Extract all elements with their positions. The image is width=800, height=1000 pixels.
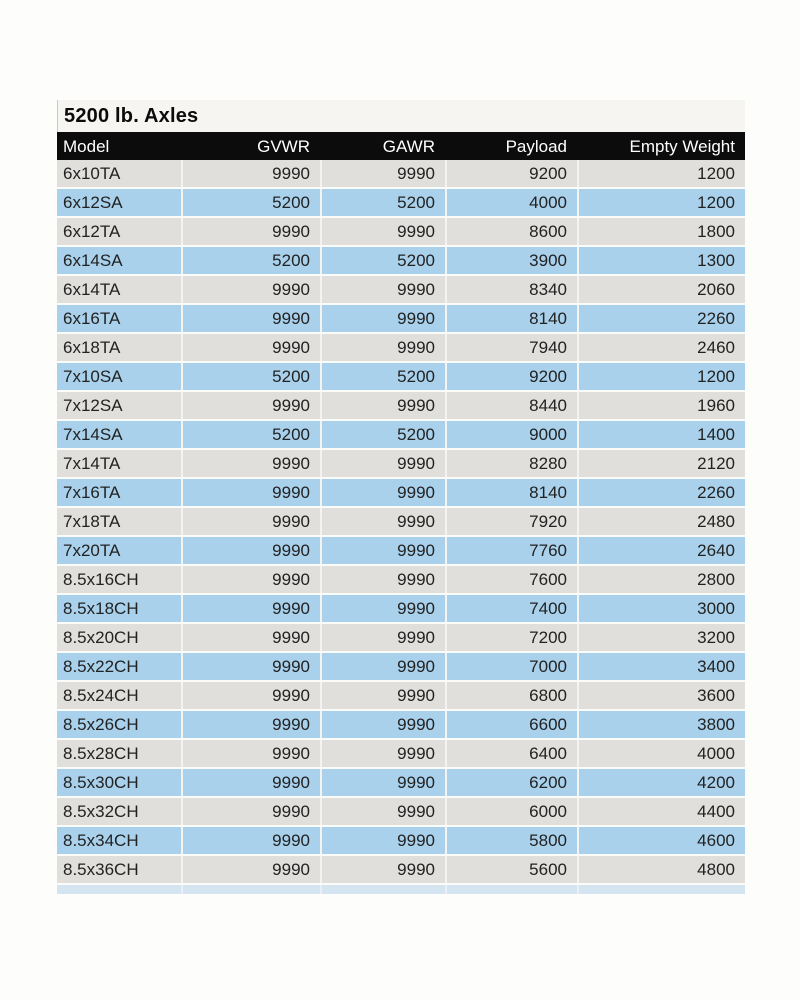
table-row <box>57 566 745 595</box>
table-bottom-sliver <box>57 885 745 894</box>
value-cell: 9990 <box>320 856 445 883</box>
table-row <box>57 740 745 769</box>
column-header-empty-weight: Empty Weight <box>629 136 735 156</box>
value-cell: 9990 <box>181 160 320 187</box>
value-cell: 7400 <box>445 595 577 622</box>
model-cell: 8.5x26CH <box>63 715 139 734</box>
value-cell: 8140 <box>445 305 577 332</box>
value-cell: 5200 <box>181 421 320 448</box>
model-cell: 6x10TA <box>63 164 121 183</box>
value-cell: 4000 <box>577 740 745 767</box>
table-row <box>57 769 745 798</box>
value-cell: 7600 <box>445 566 577 593</box>
column-header-gawr: GAWR <box>382 136 435 156</box>
value-cell: 4200 <box>577 769 745 796</box>
table-row <box>57 537 745 566</box>
table-row <box>57 827 745 856</box>
value-cell: 8280 <box>445 450 577 477</box>
value-cell: 9990 <box>320 508 445 535</box>
value-cell: 3000 <box>577 595 745 622</box>
model-cell: 7x16TA <box>63 483 121 502</box>
value-cell: 6800 <box>445 682 577 709</box>
sliver-cell <box>445 885 577 894</box>
value-cell: 8140 <box>445 479 577 506</box>
value-cell: 9990 <box>320 827 445 854</box>
value-cell: 1400 <box>577 421 745 448</box>
value-cell: 7920 <box>445 508 577 535</box>
value-cell: 9990 <box>320 682 445 709</box>
value-cell: 2060 <box>577 276 745 303</box>
value-cell: 9990 <box>320 537 445 564</box>
value-cell: 8440 <box>445 392 577 419</box>
value-cell: 8600 <box>445 218 577 245</box>
value-cell: 4000 <box>445 189 577 216</box>
model-cell: 7x14SA <box>63 425 123 444</box>
sliver-cell <box>320 885 445 894</box>
value-cell: 9990 <box>181 798 320 825</box>
value-cell: 2260 <box>577 305 745 332</box>
table-row <box>57 363 745 392</box>
value-cell: 9990 <box>320 624 445 651</box>
model-cell: 8.5x32CH <box>63 802 139 821</box>
value-cell: 5200 <box>181 363 320 390</box>
model-cell: 8.5x20CH <box>63 628 139 647</box>
table-row <box>57 334 745 363</box>
column-header-model: Model <box>63 136 110 156</box>
value-cell: 2260 <box>577 479 745 506</box>
value-cell: 5800 <box>445 827 577 854</box>
value-cell: 2460 <box>577 334 745 361</box>
table-header-row <box>57 132 745 160</box>
value-cell: 9990 <box>181 827 320 854</box>
value-cell: 1200 <box>577 160 745 187</box>
model-cell: 8.5x16CH <box>63 570 139 589</box>
table-row <box>57 856 745 885</box>
value-cell: 4600 <box>577 827 745 854</box>
sliver-cell <box>57 885 181 894</box>
value-cell: 3200 <box>577 624 745 651</box>
value-cell: 9990 <box>181 711 320 738</box>
value-cell: 8340 <box>445 276 577 303</box>
value-cell: 5200 <box>181 247 320 274</box>
value-cell: 9990 <box>320 305 445 332</box>
table-row <box>57 305 745 334</box>
table-row <box>57 624 745 653</box>
value-cell: 9990 <box>320 160 445 187</box>
model-cell: 6x14TA <box>63 280 121 299</box>
value-cell: 9990 <box>320 479 445 506</box>
column-header-payload: Payload <box>505 136 567 156</box>
value-cell: 9990 <box>181 450 320 477</box>
value-cell: 5200 <box>320 247 445 274</box>
model-cell: 8.5x24CH <box>63 686 139 705</box>
model-cell: 6x18TA <box>63 338 121 357</box>
value-cell: 9990 <box>181 682 320 709</box>
model-cell: 7x14TA <box>63 454 121 473</box>
value-cell: 1200 <box>577 189 745 216</box>
value-cell: 2640 <box>577 537 745 564</box>
table-row <box>57 218 745 247</box>
value-cell: 9990 <box>181 305 320 332</box>
table-row <box>57 682 745 711</box>
table-row <box>57 392 745 421</box>
table-row <box>57 798 745 827</box>
value-cell: 9990 <box>181 479 320 506</box>
value-cell: 3600 <box>577 682 745 709</box>
value-cell: 6600 <box>445 711 577 738</box>
value-cell: 9990 <box>181 740 320 767</box>
model-cell: 8.5x36CH <box>63 860 139 879</box>
model-cell: 6x12SA <box>63 193 123 212</box>
value-cell: 9990 <box>320 711 445 738</box>
value-cell: 7760 <box>445 537 577 564</box>
value-cell: 2120 <box>577 450 745 477</box>
value-cell: 3400 <box>577 653 745 680</box>
value-cell: 7940 <box>445 334 577 361</box>
table-row <box>57 479 745 508</box>
table-row <box>57 276 745 305</box>
value-cell: 1800 <box>577 218 745 245</box>
value-cell: 9990 <box>320 595 445 622</box>
model-cell: 7x18TA <box>63 512 121 531</box>
value-cell: 2480 <box>577 508 745 535</box>
value-cell: 5200 <box>320 421 445 448</box>
model-cell: 8.5x30CH <box>63 773 139 792</box>
value-cell: 9990 <box>320 566 445 593</box>
sliver-cell <box>181 885 320 894</box>
value-cell: 9990 <box>181 653 320 680</box>
value-cell: 9990 <box>181 595 320 622</box>
table-row <box>57 247 745 276</box>
value-cell: 9990 <box>320 798 445 825</box>
value-cell: 2800 <box>577 566 745 593</box>
model-cell: 7x10SA <box>63 367 123 386</box>
model-cell: 8.5x22CH <box>63 657 139 676</box>
value-cell: 6400 <box>445 740 577 767</box>
value-cell: 9000 <box>445 421 577 448</box>
value-cell: 6200 <box>445 769 577 796</box>
table-body <box>57 160 745 885</box>
value-cell: 6000 <box>445 798 577 825</box>
value-cell: 9990 <box>320 740 445 767</box>
value-cell: 9200 <box>445 160 577 187</box>
value-cell: 9990 <box>181 537 320 564</box>
axle-spec-table <box>57 100 745 894</box>
value-cell: 9990 <box>181 276 320 303</box>
value-cell: 9200 <box>445 363 577 390</box>
value-cell: 9990 <box>320 392 445 419</box>
value-cell: 9990 <box>320 334 445 361</box>
value-cell: 9990 <box>181 508 320 535</box>
value-cell: 9990 <box>181 566 320 593</box>
table-row <box>57 595 745 624</box>
value-cell: 5600 <box>445 856 577 883</box>
value-cell: 9990 <box>181 334 320 361</box>
value-cell: 7200 <box>445 624 577 651</box>
model-cell: 7x20TA <box>63 541 121 560</box>
value-cell: 5200 <box>181 189 320 216</box>
value-cell: 9990 <box>320 653 445 680</box>
column-header-gvwr: GVWR <box>257 136 310 156</box>
model-cell: 6x16TA <box>63 309 121 328</box>
value-cell: 9990 <box>320 769 445 796</box>
table-row <box>57 711 745 740</box>
table-row <box>57 160 745 189</box>
model-cell: 6x14SA <box>63 251 123 270</box>
model-cell: 7x12SA <box>63 396 123 415</box>
table-row <box>57 508 745 537</box>
value-cell: 5200 <box>320 189 445 216</box>
value-cell: 9990 <box>181 856 320 883</box>
value-cell: 9990 <box>181 624 320 651</box>
value-cell: 1300 <box>577 247 745 274</box>
table-row <box>57 450 745 479</box>
model-cell: 8.5x34CH <box>63 831 139 850</box>
value-cell: 9990 <box>181 392 320 419</box>
model-cell: 6x12TA <box>63 222 121 241</box>
value-cell: 5200 <box>320 363 445 390</box>
model-cell: 8.5x18CH <box>63 599 139 618</box>
table-title-band <box>57 100 745 132</box>
value-cell: 1200 <box>577 363 745 390</box>
table-title: 5200 lb. Axles <box>64 104 199 127</box>
value-cell: 9990 <box>181 769 320 796</box>
value-cell: 9990 <box>181 218 320 245</box>
value-cell: 9990 <box>320 218 445 245</box>
value-cell: 9990 <box>320 450 445 477</box>
sliver-cell <box>577 885 745 894</box>
value-cell: 3900 <box>445 247 577 274</box>
value-cell: 7000 <box>445 653 577 680</box>
table-row <box>57 189 745 218</box>
table-row <box>57 421 745 450</box>
value-cell: 4400 <box>577 798 745 825</box>
value-cell: 1960 <box>577 392 745 419</box>
value-cell: 4800 <box>577 856 745 883</box>
table-row <box>57 653 745 682</box>
value-cell: 9990 <box>320 276 445 303</box>
value-cell: 3800 <box>577 711 745 738</box>
model-cell: 8.5x28CH <box>63 744 139 763</box>
